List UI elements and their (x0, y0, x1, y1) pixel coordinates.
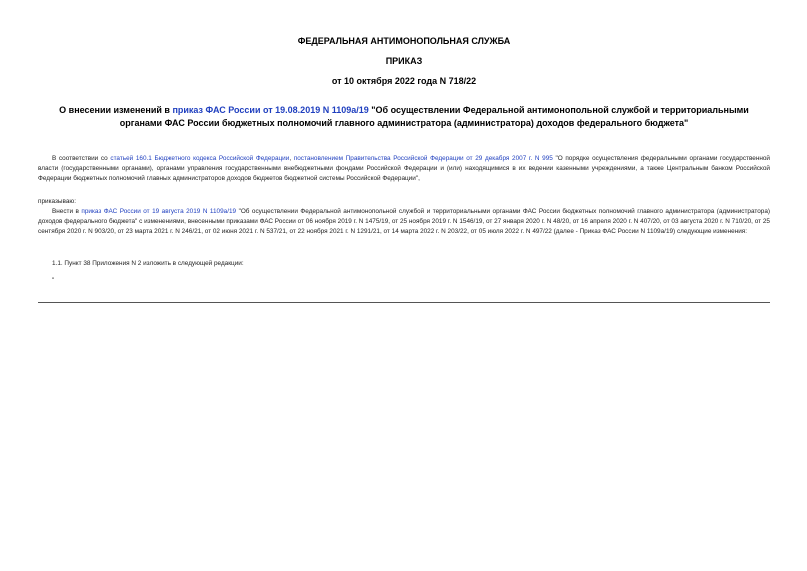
p3-text-a: Внести в (52, 208, 82, 215)
page-divider (38, 302, 770, 303)
government-decree-link[interactable]: постановлением Правительства Российской Федерации от 29 декабря 2007 г. N 995 (293, 155, 553, 162)
doc-type-heading: ПРИКАЗ (385, 56, 423, 66)
title-suffix: "Об осуществлении Федеральной антимонопольной службой и территориальными органами ФАС России бюджетных полномочий главного администратора (администратора) доходов федерального бюджета" (119, 105, 749, 128)
title-prefix: О внесении изменений в (59, 105, 173, 115)
paragraph-item-1-1: 1.1. Пункт 38 Приложения N 2 изложить в следующей редакции: (52, 260, 244, 267)
p1-text-b: , (289, 155, 294, 162)
p1-text-c: "О порядке осуществления федеральными органами государственной власти (государственными органами), органами управления государственными внебюджетными фондами Российской Федерации и (или) находящимися в их ведении казенными учреждениями, а также Центральным банком Российской Федерации бюджетных полномочий главных администраторов доходов бюджетов бюджетной системы Российской Федерации", (38, 155, 771, 183)
p1-text-a: В соответствии со (52, 155, 111, 162)
title-order-link[interactable]: приказ ФАС России от 19.08.2019 N 1109а/19 (172, 105, 369, 115)
doc-date-number: от 10 октября 2022 года N 718/22 (331, 76, 477, 86)
paragraph-amendments (38, 207, 770, 238)
paragraph-basis (38, 154, 770, 185)
budget-code-link[interactable]: статьей 160.1 Бюджетного кодекса Российской Федерации (110, 155, 290, 162)
amended-order-link[interactable]: приказ ФАС России от 19 августа 2019 N 1109а/19 (81, 208, 237, 215)
paragraph-order-word: приказываю: (38, 198, 76, 205)
paragraph-quote-mark: " (52, 277, 55, 284)
agency-heading: ФЕДЕРАЛЬНАЯ АНТИМОНОПОЛЬНАЯ СЛУЖБА (297, 36, 511, 46)
p3-text-b: "Об осуществлении Федеральной антимонопольной службой и территориальными органами ФАС России бюджетных полномочий главного администратора (администратора) доходов федерального бюджета" с изменениями, внесенными приказами ФАС России от 06 ноября 2019 г. N 1475/19, от 25 ноября 2019 г. N 1546/19, от 27 января 2020 г. N 48/20, от 16 апреля 2020 г. N 407/20, от 03 августа 2020 г. N 710/20, от 25 сентября 2020 г. N 903/20, от 23 марта 2021 г. N 246/21, от 02 июня 2021 г. N 537/21, от 22 ноября 2021 г. N 1291/21, от 14 марта 2022 г. N 203/22, от 05 июля 2022 г. N 497/22 (далее - Приказ ФАС России N 1109а/19) следующие изменения: (38, 208, 771, 236)
document-title (38, 104, 770, 130)
